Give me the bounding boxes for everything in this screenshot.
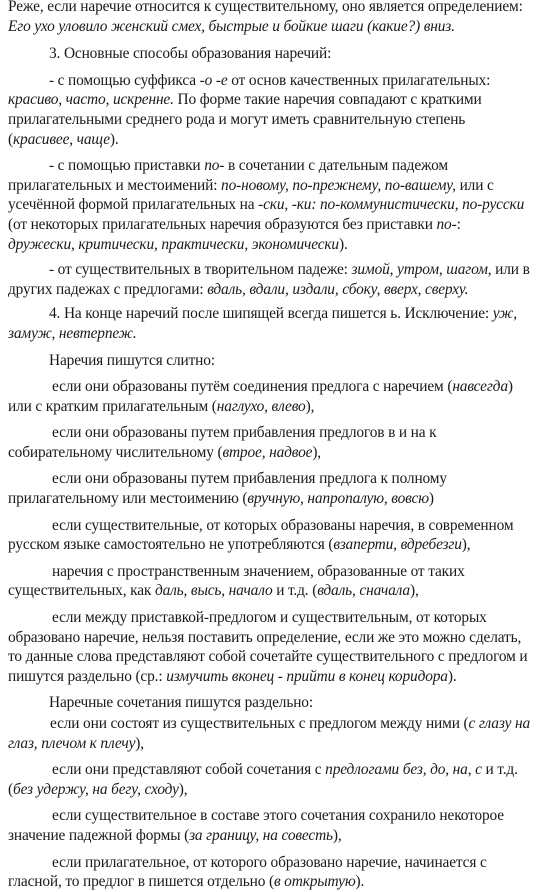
paragraph-rule-full-adjective: если они образованы путем прибавления предлога к полному прилагательному или местоимению (вручную, напропалую, вовсю)	[8, 470, 447, 508]
paragraph-prefix-method: - с помощью приставки по- в сочетании с дательным падежом прилагательных и местоимений: по-новому, по-прежнему, по-вашему, или с усечённой формой прилагательных на -ски, -ки: по-коммунистически, по-русски (от некоторых прилагательных наречия образуются без приставки по-: дружески, критически, практически, экономически).	[8, 157, 525, 253]
paragraph-rule-obsolete-nouns: если существительные, от которых образованы наречия, в современном русском языке самостоятельно не употребляются (взаперти, вдребезги),	[8, 516, 514, 554]
paragraph-rule-case-meaning: если существительное в составе этого сочетания сохранило некоторое значение падежной формы (за границу, на совесть),	[8, 807, 504, 844]
paragraph-rule-noun-preposition-noun: если они состоят из существительных с предлогом между ними (с глазу на глаз, плечом к плечу),	[8, 715, 530, 752]
paragraph-rule-preposition-adverb: если они образованы путём соединения предлога с наречием (навсегда) или с кратким прилагательным (наглухо, влево),	[8, 378, 513, 415]
paragraph-rule-collective-numeral: если они образованы путем прибавления предлогов в и на к собирательному числительному (втрое, надвое),	[8, 424, 437, 461]
paragraph-rule-vowel-start: если прилагательное, от которого образовано наречие, начинается с гласной, то предлог в пишется отдельно (в открытую).	[8, 853, 487, 891]
example-text: Его ухо уловило женский смех, быстрые и бойкие шаги (какие?) вниз.	[8, 17, 455, 35]
paragraph-rule-spatial-meaning: наречия с пространственным значением, образованные от таких существительных, как даль, высь, начало и т.д. (вдаль, сначала),	[8, 562, 465, 600]
paragraph-soft-sign-rule: 4. На конце наречий после шипящей всегда пишется ь. Исключение: уж, замуж, невтерпеж.	[8, 305, 517, 342]
heading-written-separately: Наречные сочетания пишутся раздельно:	[49, 694, 313, 712]
paragraph-adverb-as-attribute: Реже, если наречие относится к существительному, оно является определением: Его ухо уловило женский смех, быстрые и бойкие шаги (какие?) вниз.	[8, 0, 523, 35]
paragraph-noun-method: - от существительных в творительном падеже: зимой, утром, шагом, или в других падежах с предлогами: вдаль, вдали, издали, сбоку, вверх, сверху.	[8, 261, 530, 298]
heading-written-together: Наречия пишутся слитно:	[49, 351, 215, 369]
section-heading-formation-methods: 3. Основные способы образования наречий:	[49, 45, 332, 63]
paragraph-rule-prepositions: если они представляют собой сочетания с предлогами без, до, на, с и т.д. (без удержу, на бегу, сходу),	[8, 761, 518, 798]
paragraph-suffix-method: - с помощью суффикса -о -е от основ качественных прилагательных: красиво, часто, искренне. По форме такие наречия совпадают с краткими прилагательными среднего рода и могут иметь сравнительную степень (красивее, чаще).	[8, 71, 491, 148]
paragraph-rule-no-attribute: если между приставкой-предлогом и существительным, от которых образовано наречие, нельзя поставить определение, если же это можно сделать, то данные слова представляют собой сочетайте существительного с предлогом и пишутся раздельно (ср.: измучить вконец - прийти в конец коридора).	[8, 609, 528, 685]
